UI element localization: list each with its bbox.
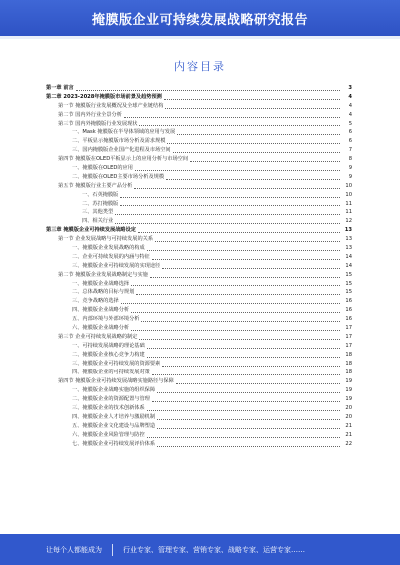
toc-dot-leader: [162, 366, 340, 367]
toc-entry-page-number: 20: [345, 413, 352, 420]
toc-entry-label: 二、企业可持续发展的内涵与特征: [72, 253, 150, 260]
toc-entry-page-number: 9: [348, 165, 352, 171]
toc-dot-leader: [124, 117, 340, 118]
toc-entry-label: 第一章 前言: [46, 84, 74, 91]
toc-entry-label: 一、掩膜版企业战略实施的组织保障: [72, 387, 156, 394]
toc-entry[interactable]: [46, 351, 352, 360]
toc-entry-label: 二、苏打掩膜版: [82, 200, 119, 207]
toc-entry-label: 二、总体战略的目标与规划: [72, 289, 135, 296]
toc-entry-page-number: 19: [345, 387, 352, 394]
toc-entry-page-number: 17: [345, 325, 352, 332]
toc-entry-page-number: 15: [345, 280, 352, 287]
toc-entry[interactable]: [46, 262, 352, 271]
toc-entry-label: 五、掩膜版企业文化建设与品牌塑造: [72, 422, 156, 429]
toc-entry-label: 一、掩膜版企业发展战略的构成: [72, 245, 145, 252]
toc-entry[interactable]: [46, 288, 352, 297]
toc-entry-label: 六、掩膜版企业风险管理与防控: [72, 431, 145, 438]
toc-entry-page-number: 21: [345, 422, 352, 429]
toc-entry-label: 一、Mask 掩膜版在半导体领域的应用与发展: [72, 129, 176, 136]
toc-dot-leader: [147, 250, 340, 251]
toc-dot-leader: [135, 170, 340, 171]
toc-entry[interactable]: [46, 137, 352, 146]
toc-dot-leader: [164, 99, 340, 100]
footer-slogan: 让每个人都能成为: [46, 545, 102, 554]
toc-entry[interactable]: [46, 164, 352, 173]
toc-entry-label: 一、掩膜版企业战略选择: [72, 280, 130, 287]
toc-entry[interactable]: [46, 297, 352, 306]
report-title: 掩膜版企业可持续发展战略研究报告: [91, 12, 308, 28]
toc-entry[interactable]: [46, 369, 352, 378]
toc-entry-label: 四、掩膜版企业的可持续发展对策: [72, 369, 150, 376]
toc-entry-label: 第五节 掩膜版行业主要产品分析: [58, 182, 133, 189]
toc-dot-leader: [152, 259, 340, 260]
toc-dot-leader: [139, 339, 340, 340]
footer-separator: [112, 544, 113, 556]
toc-entry-page-number: 13: [345, 236, 352, 243]
toc-entry[interactable]: [46, 111, 352, 120]
toc-dot-leader: [147, 437, 340, 438]
toc-dot-leader: [190, 161, 340, 162]
toc-dot-leader: [166, 179, 340, 180]
toc-entry-label: 第一节 企业发展战略与可持续发展的关系: [58, 236, 154, 243]
toc-entry-label: 三、其他类型: [82, 209, 114, 216]
toc-entry-page-number: 12: [345, 218, 352, 225]
toc-entry-page-number: 4: [348, 111, 352, 118]
toc-entry[interactable]: [46, 440, 352, 449]
top-banner: [0, 0, 400, 36]
toc-dot-leader: [131, 285, 340, 286]
toc-dot-leader: [147, 357, 340, 358]
toc-entry-label: 第四节 掩膜版企业可持续发展战略实施路径与保障: [58, 378, 174, 385]
toc-entry-label: 第三节 国内外掩膜版行业发展现状: [58, 120, 138, 127]
toc-entry[interactable]: [46, 128, 352, 137]
toc-dot-leader: [141, 321, 340, 322]
toc-dot-leader: [162, 268, 340, 269]
toc-entry-label: 四、相关行业: [82, 218, 114, 225]
toc-entry-page-number: 16: [345, 298, 352, 305]
footer-band: [0, 534, 400, 565]
toc-entry[interactable]: [46, 93, 352, 102]
toc-entry-label: 二、掩膜版企业的资源配置与管理: [72, 396, 150, 403]
toc-entry[interactable]: [46, 182, 352, 191]
toc-entry-page-number: 19: [345, 396, 352, 403]
toc-entry-label: 一、掩膜版在OLED的应用: [72, 165, 133, 171]
toc-entry[interactable]: [46, 271, 352, 280]
toc-entry-page-number: 20: [345, 405, 352, 412]
toc-entry-page-number: 13: [345, 245, 352, 252]
toc-entry[interactable]: [46, 146, 352, 155]
toc-entry-page-number: 4: [348, 102, 352, 109]
toc-entry[interactable]: [46, 342, 352, 351]
toc-entry[interactable]: [46, 324, 352, 333]
toc-dot-leader: [157, 446, 340, 447]
toc-dot-leader: [157, 419, 340, 420]
toc-entry-page-number: 6: [348, 138, 352, 145]
toc-entry-label: 二、掩膜版企业核心竞争力构建: [72, 351, 145, 358]
toc-dot-leader: [147, 410, 340, 411]
toc-entry-label: 五、内部环境与外部环境分析: [72, 316, 140, 323]
toc-entry[interactable]: [46, 253, 352, 262]
toc-entry[interactable]: [46, 360, 352, 369]
toc-entry[interactable]: [46, 217, 352, 226]
toc-entry-page-number: 13: [344, 227, 352, 234]
toc-entry-label: 第四节 掩膜版在OLED平板显示上的应用分析与市场空间: [58, 156, 189, 163]
toc-entry[interactable]: [46, 173, 352, 182]
toc-dot-leader: [152, 374, 340, 375]
toc-entry[interactable]: [46, 280, 352, 289]
toc-entry[interactable]: [46, 200, 352, 209]
toc-dot-leader: [152, 401, 340, 402]
toc-entry-page-number: 14: [345, 253, 352, 260]
toc-entry-label: 四、掩膜版企业人才培养与激励机制: [72, 413, 156, 420]
toc-dot-leader: [167, 143, 340, 144]
toc-entry-label: 三、掩膜版企业可持续发展的资源要素: [72, 360, 161, 367]
toc-entry-label: 三、国内掩膜版企业国产化进程及市场空间: [72, 147, 171, 154]
toc-entry-page-number: 15: [345, 271, 352, 278]
toc-entry-page-number: 5: [348, 120, 352, 127]
toc-dot-leader: [76, 90, 340, 91]
toc-entry-page-number: 10: [345, 191, 352, 198]
toc-dot-leader: [138, 232, 340, 233]
toc-entry[interactable]: [46, 413, 352, 422]
toc-dot-leader: [147, 348, 340, 349]
toc-entry[interactable]: [46, 404, 352, 413]
toc-entry[interactable]: [46, 395, 352, 404]
toc-dot-leader: [121, 303, 340, 304]
toc-entry-page-number: 18: [345, 351, 352, 358]
toc-dot-leader: [139, 125, 340, 126]
toc-entry-page-number: 7: [348, 147, 352, 154]
toc-heading: 内容目录: [174, 60, 226, 73]
toc-dot-leader: [165, 108, 340, 109]
toc-entry[interactable]: [46, 102, 352, 111]
toc-entry-page-number: 11: [345, 209, 352, 216]
toc-entry[interactable]: [46, 431, 352, 440]
toc-entry-label: 三、掩膜版企业的技术创新体系: [72, 405, 145, 412]
toc-entry[interactable]: [46, 333, 352, 342]
footer-roles: 行业专家、管理专家、营销专家、战略专家、运营专家……: [123, 545, 305, 554]
toc-entry[interactable]: [46, 226, 352, 235]
toc-entry-label: 七、掩膜版企业可持续发展评价体系: [72, 440, 156, 447]
toc-entry[interactable]: [46, 244, 352, 253]
toc-entry-label: 第二节 国内外行业全景分析: [58, 111, 122, 118]
toc-dot-leader: [177, 134, 340, 135]
toc-entry-page-number: 10: [345, 182, 352, 189]
toc-entry-page-number: 17: [345, 342, 352, 349]
toc-entry[interactable]: [46, 84, 352, 93]
toc-entry[interactable]: [46, 208, 352, 217]
toc-dot-leader: [176, 383, 340, 384]
toc-entry-page-number: 18: [345, 360, 352, 367]
toc-entry[interactable]: [46, 377, 352, 386]
toc-entry-page-number: 17: [345, 333, 352, 340]
toc-entry-page-number: 14: [345, 262, 352, 269]
toc-dot-leader: [134, 188, 340, 189]
toc-entry-label: 二、平板显示掩膜版市场分析及需求规模: [72, 138, 166, 145]
toc-entry[interactable]: [46, 306, 352, 315]
toc-entry-label: 一、可持续发展战略的理论基础: [72, 342, 145, 349]
toc-entry-page-number: 19: [345, 378, 352, 385]
toc-entry-page-number: 16: [345, 307, 352, 314]
toc-entry[interactable]: [46, 235, 352, 244]
toc-entry-page-number: 16: [345, 316, 352, 323]
toc-dot-leader: [115, 223, 340, 224]
toc-entry-label: 第三节 企业可持续发展战略的制定: [58, 333, 138, 340]
toc-entry-page-number: 21: [345, 431, 352, 438]
toc-entry-label: 二、掩膜版在OLED主要市场分析及规模: [72, 173, 165, 180]
toc-entry-label: 六、掩膜版企业战略分析: [72, 325, 130, 332]
toc-entry-page-number: 18: [345, 369, 352, 376]
toc-entry-label: 三、掩膜版企业可持续发展的实现途径: [72, 262, 161, 269]
toc-dot-leader: [115, 214, 340, 215]
toc-entry-label: 第二章 2023-2028年掩膜版市场前景及趋势预测: [46, 93, 162, 100]
toc-entry[interactable]: [46, 191, 352, 200]
toc-entry-page-number: 6: [348, 129, 352, 136]
toc-entry-page-number: 15: [345, 289, 352, 296]
toc-entry-page-number: 3: [348, 84, 352, 91]
toc-entry-label: 第三章 掩膜版企业可持续发展战略设定: [46, 227, 136, 234]
toc-entry[interactable]: [46, 386, 352, 395]
toc-dot-leader: [157, 392, 340, 393]
toc-dot-leader: [173, 152, 340, 153]
toc-dot-leader: [136, 294, 340, 295]
toc-entry[interactable]: [46, 315, 352, 324]
toc-entry-page-number: 9: [348, 173, 352, 180]
toc-entry-label: 一、石英掩膜版: [82, 191, 119, 198]
toc-entry-page-number: 22: [345, 440, 352, 447]
toc-entry-label: 四、掩膜版企业战略分析: [72, 307, 130, 314]
toc-dot-leader: [157, 428, 340, 429]
toc-entry-page-number: 11: [345, 200, 352, 207]
toc-entry-label: 第一节 掩膜版行业发展概况及全球产业链结构: [58, 102, 164, 109]
toc-entry-page-number: 8: [348, 156, 352, 163]
toc-dot-leader: [120, 197, 340, 198]
toc-dot-leader: [155, 241, 340, 242]
table-of-contents: [46, 84, 352, 449]
toc-dot-leader: [131, 330, 340, 331]
toc-dot-leader: [131, 312, 340, 313]
toc-dot-leader: [150, 277, 340, 278]
toc-entry-label: 第二节 掩膜版企业发展战略制定与实施: [58, 271, 148, 278]
toc-entry[interactable]: [46, 155, 352, 164]
toc-entry-page-number: 4: [348, 93, 352, 100]
toc-entry[interactable]: [46, 120, 352, 129]
toc-entry[interactable]: [46, 422, 352, 431]
banner-divider: [0, 36, 400, 39]
toc-entry-label: 三、竞争战略的选择: [72, 298, 119, 305]
toc-dot-leader: [120, 205, 340, 206]
